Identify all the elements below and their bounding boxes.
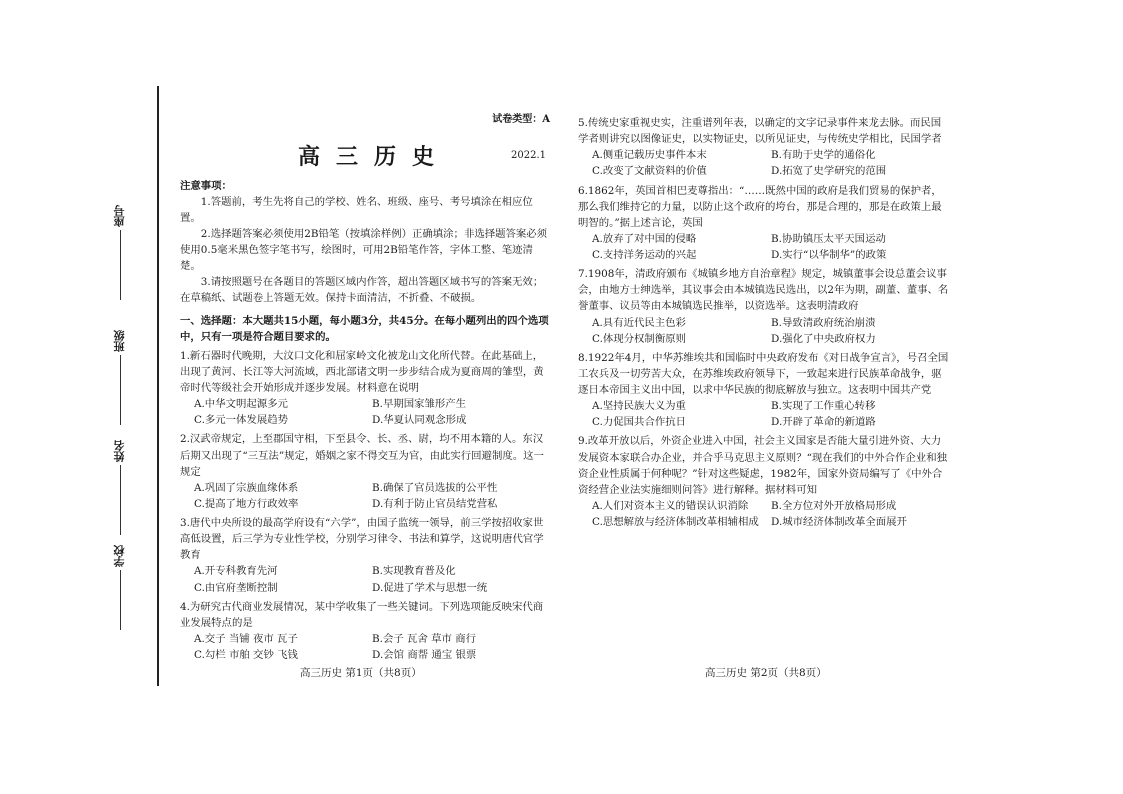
option-d: D.城市经济体制改革全面展开 (771, 516, 907, 528)
question-3 (180, 515, 550, 596)
title-row (180, 140, 550, 174)
option-a: A.具有近代民主色彩 (592, 316, 686, 329)
question-text: 9.改革开放以后，外资企业进入中国，社会主义国家是否能大量引进外资、大力发展资本家联合办企业，并合乎马克思主义原则？“现在我们的中外合作企业和独资企业性质属于何种呢？”针对这些疑虑，1982年，国家外资局编写了《中外合资经营企业法实施细则问答》进行解释。据材料可知 (578, 435, 947, 496)
section-heading: 一、选择题：本大题共15小题，每小题3分，共45分。在每小题列出的四个选项中，只有一项是符合题目要求的。 (180, 314, 549, 343)
page-title: 高三历史 (298, 143, 451, 170)
question-6 (578, 183, 950, 264)
option-b: B.实现教育普及化 (372, 565, 456, 578)
option-c: C.多元一体发展趋势 (194, 414, 289, 427)
test-type: 试卷类型：A (492, 114, 550, 125)
option-d: D.有利于防止官员结党营私 (372, 497, 498, 510)
option-c: C.体现分权制衡原则 (592, 332, 687, 345)
option-a: A.交子 当铺 夜市 瓦子 (194, 632, 298, 645)
option-a: A.开专科教育先河 (194, 565, 278, 578)
question-text: 2.汉武帝规定，上至郡国守相，下至县令、长、丞、尉，均不用本籍的人。东汉后期又出现了“三互法”规定，婚姻之家不得交互为官，由此实行回避制度。这一规定 (180, 433, 544, 478)
option-b: B.有助于史学的通俗化 (771, 149, 876, 162)
right-column (578, 112, 950, 530)
option-b: B.实现了工作重心转移 (771, 400, 876, 413)
option-c: C.改变了文献资料的价值 (592, 165, 707, 178)
option-c: C.勾栏 市舶 交钞 飞钱 (194, 649, 298, 661)
question-9 (578, 433, 950, 530)
option-b: B.导致清政府统治崩溃 (771, 316, 876, 329)
option-a: A.坚持民族大义为重 (592, 400, 686, 413)
question-1 (180, 348, 550, 429)
options (180, 631, 550, 663)
option-c: C.力促国共合作抗日 (592, 416, 687, 429)
question-8 (578, 350, 950, 431)
question-text: 7.1908年，清政府颁布《城镇乡地方自治章程》规定，城镇董事会设总董会议事会，由地方士绅选举，其议事会由本城镇选民选出，以2年为期，副董、董事、名誉董事、议员等由本城镇选民推举，以资选举。这表明清政府 (578, 268, 949, 313)
question-5 (578, 115, 950, 180)
question-text: 3.唐代中央所设的最高学府设有“六学”，由国子监统一领导，前三学按招收家世高低设置，后三学为专业性学校，分别学习律令、书法和算学，这说明唐代官学教育 (180, 517, 544, 562)
question-text: 6.1862年，英国首相巴麦尊指出：“……既然中国的政府是我们贸易的保护者，那么我们维持它的力量，以防止这个政府的垮台，那是合理的，那是在政策上最明智的。”据上述言论，英国 (578, 184, 942, 229)
option-c: C.支持洋务运动的兴起 (592, 249, 697, 261)
school-field (112, 545, 128, 630)
left-column (180, 112, 550, 663)
class-field (112, 330, 128, 425)
notice-item: 2.选择题答案必须使用2B铅笔（按填涂样例）正确填涂；非选择题答案必须使用0.5毫米黑色签字笔书写，绘图时，可用2B铅笔作答，字体工整、笔迹清楚。 (180, 227, 548, 273)
binding-line (157, 86, 159, 686)
option-a: A.中华文明起源多元 (194, 398, 288, 411)
school-label: 学校 (113, 545, 126, 567)
option-c: C.由官府垄断控制 (194, 581, 278, 594)
options (578, 315, 950, 347)
notice-item: 1.答题前，考生先将自己的学校、姓名、班级、座号、考号填涂在相应位置。 (180, 195, 533, 224)
option-d: D.开辟了革命的新道路 (771, 416, 876, 429)
exam-date: 2022.1 (511, 149, 546, 161)
question-4 (180, 599, 550, 664)
option-a: A.人们对资本主义的错误认识消除 (592, 499, 749, 512)
question-7 (578, 266, 950, 347)
options (180, 563, 550, 595)
name-field (112, 440, 128, 535)
option-b: B.全方位对外开放格局形成 (771, 499, 897, 512)
notice-title: 注意事项： (180, 179, 232, 192)
option-d: D.会馆 商帮 通宝 银票 (372, 649, 477, 661)
option-b: B.早期国家雏形产生 (372, 398, 467, 411)
options (180, 480, 550, 512)
options (578, 147, 950, 179)
question-text: 4.为研究古代商业发展情况，某中学收集了一些关键词。下列选项能反映宋代商业发展特点的是 (180, 600, 544, 629)
option-b: B.确保了官员选拔的公平性 (372, 481, 498, 494)
options (578, 398, 950, 430)
question-text: 8.1922年4月，中华苏维埃共和国临时中央政府发布《对日战争宣言》，号召全国工农兵及一切劳苦大众，在苏维埃政府领导下，一致起来进行民族革命战争，驱逐日本帝国主义出中国，以求中华民族的彻底解放与独立。这表明中国共产党 (578, 351, 949, 396)
option-b: B.协助镇压太平天国运动 (771, 232, 886, 245)
options (180, 396, 550, 428)
question-text: 5.传统史家重视史实，注重谱列年表，以确定的文字记录事件来龙去脉。而民国学者则讲究以图像证史，以实物证史，以所见证史，与传统史学相比，民国学者 (578, 117, 942, 146)
footer-page-1: 高三历史 第1页（共8页） (300, 667, 422, 679)
option-c: C.思想解放与经济体制改革相辅相成 (592, 516, 759, 528)
class-rule (120, 355, 121, 425)
option-d: D.实行“以华制华”的政策 (771, 249, 887, 261)
class-label: 班级 (113, 330, 126, 352)
question-2 (180, 431, 550, 512)
notice-item: 3.请按照题号在各题目的答题区域内作答，超出答题区域书写的答案无效；在草稿纸、试题卷上答题无效。保持卡面清洁，不折叠、不破损。 (180, 276, 544, 305)
option-d: D.拓宽了史学研究的范围 (771, 165, 887, 178)
name-rule (120, 465, 121, 535)
option-c: C.提高了地方行政效率 (194, 497, 299, 510)
option-b: B.会子 瓦舍 草市 商行 (372, 632, 476, 645)
seat-rule (120, 230, 121, 300)
option-a: A.侧重记载历史事件本末 (592, 149, 707, 162)
options (578, 498, 950, 530)
seat-label: 座号 (113, 205, 126, 227)
question-text: 1.新石器时代晚期，大汶口文化和屈家岭文化被龙山文化所代替。在此基础上，出现了黄河、长江等大河流域，西北部诸文明一步步结合成为夏商周的雏型，黄帝时代等级社会开始形成并逐步发展。材料意在说明 (180, 349, 544, 394)
option-d: D.促进了学术与思想一统 (372, 581, 488, 594)
option-a: A.放弃了对中国的侵略 (592, 232, 697, 245)
option-d: D.华夏认同观念形成 (372, 414, 467, 427)
option-d: D.强化了中央政府权力 (771, 332, 876, 345)
school-rule (120, 570, 121, 630)
options (578, 231, 950, 263)
seat-field (112, 205, 128, 300)
name-label: 姓名 (113, 440, 126, 462)
footer-page-2: 高三历史 第2页（共8页） (705, 667, 827, 679)
option-a: A.巩固了宗族血缘体系 (194, 481, 299, 494)
